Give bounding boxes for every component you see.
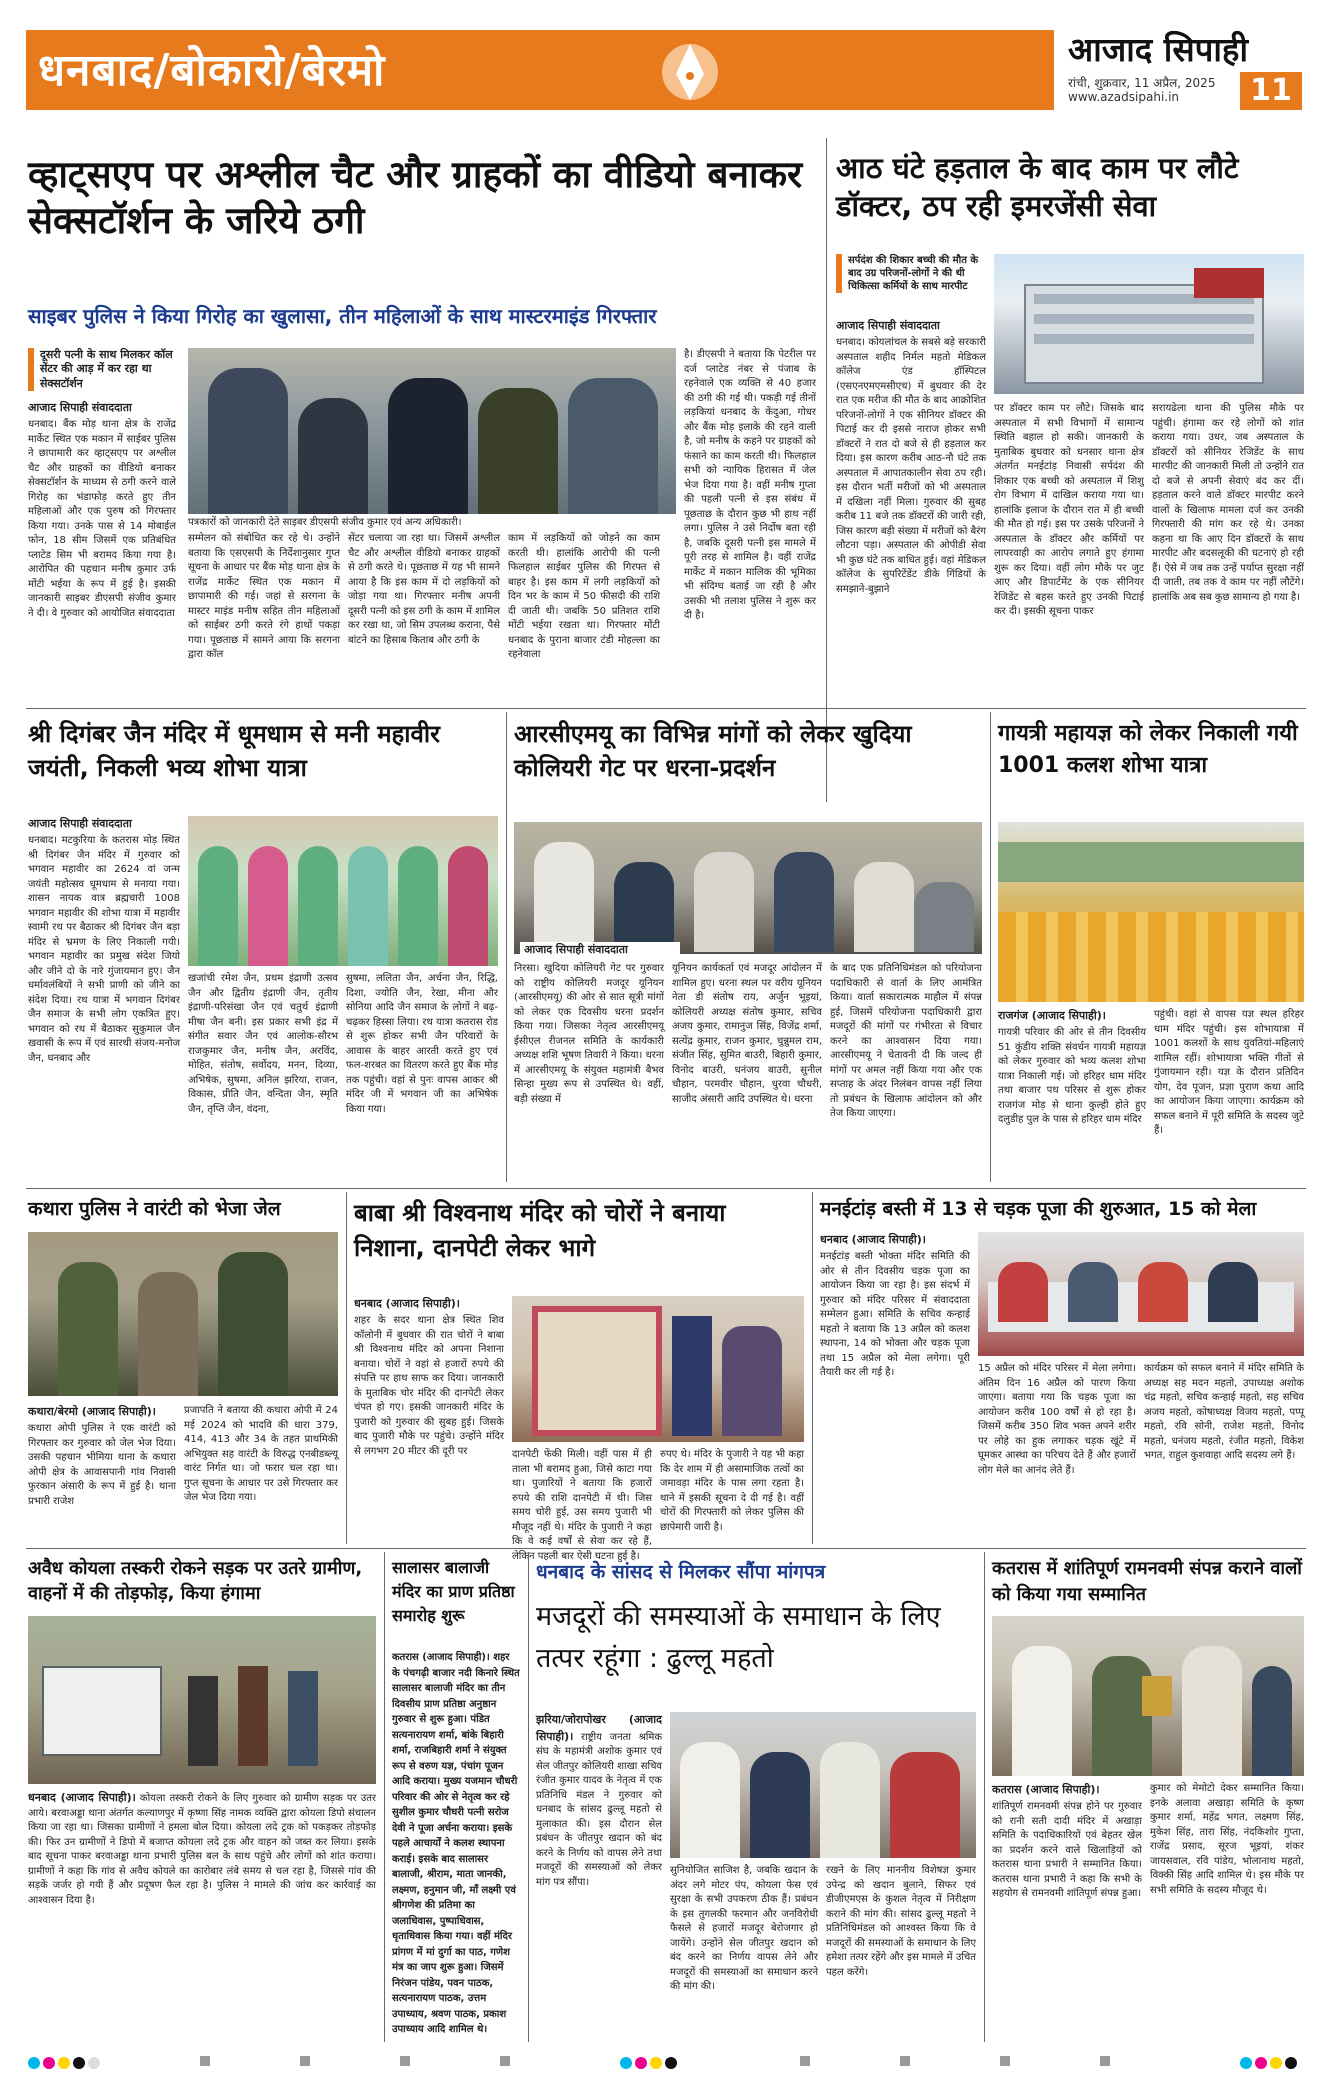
registration-square bbox=[1100, 2056, 1110, 2066]
mp-body-text: राष्ट्रीय जनता श्रमिक संघ के महामंत्री अशोक कुमार एवं सेल जीतपुर कोलियरी शाखा सचिव रंजीत कुमार यादव के नेतृत्व में एक प्रतिनिधि मंडल ने गुरुवार को धनबाद के सांसद ढुल्लू महतो से मुलाकात की। इस दौरान सेल प्रबंधन के जीतपुर खदान को बंद करने के निर्णय को वापस लेने तथा मजदूरों की समस्याओं को लेकर मांग पत्र सौंपा। bbox=[536, 1731, 663, 1888]
registration-square bbox=[300, 2056, 310, 2066]
column-rule bbox=[812, 1192, 813, 1544]
salasar-body: कतरास (आजाद सिपाही)। शहर के पंचगढ़ी बाजार नदी किनारे स्थित सालासर बालाजी मंदिर का तीन दिवसीय प्राण प्रतिष्ठा अनुष्ठान गुरुवार से शुरू हुआ। पंडित सत्यनारायण शर्मा, बांके बिहारी शर्मा, राजबिहारी शर्मा ने संयुक्त रूप से वरुण यज्ञ, पंचांग पूजन आदि कराया। मुख्य यजमान चौधरी परिवार की ओर से नेतृत्व कर रहे सुशील कुमार चौधरी पत्नी सरोज देवी ने पूजा अर्चना कराया। इसके पहले आचार्यों ने कलश स्थापना कराई। इसके बाद सालासर बालाजी, श्रीराम, माता जानकी, लक्ष्मण, हनुमान जी, माँ लक्ष्मी एवं श्रीगणेश की प्रतिमा का जलाधिवास, पुष्पाधिवास, धृताधिवास किया गया। वहीं मंदिर प्रांगण में मां दुर्गा का पाठ, गणेश मंत्र का जाप शुरू हुआ। जिसमें निरंजन पांडेय, पवन पाठक, सत्यनारायण पाठक, उत्तम उपाध्याय, श्रवण पाठक, प्रकाश उपाध्याय आदि शामिल थे। bbox=[392, 1652, 520, 2035]
temple-body-col3: रुपए थे। मंदिर के पुजारी ने यह भी कहा कि देर शाम में ही असामाजिक तत्वों का जमावड़ा मंदिर के पास लगा रहता है। थाने में इसकी सूचना दे दी गई है। वहीं चोरों की गिरफ्तारी को लेकर पुलिस की छापेमारी जारी है। bbox=[660, 1449, 804, 1533]
column-rule bbox=[826, 138, 827, 802]
mp-headline: मजदूरों की समस्याओं के समाधान के लिए तत्पर रहूंगा : ढुल्लू महतो bbox=[536, 1601, 941, 1674]
gayatri-photo bbox=[998, 822, 1304, 1002]
doctors-pull-quote: सर्पदंश की शिकार बच्ची की मौत के बाद उग्र परिजनों-लोगों ने की थी चिकित्सा कर्मियों के साथ मारपीट bbox=[836, 254, 986, 293]
gayatri-body-col1: गायत्री परिवार की ओर से तीन दिवसीय 51 कुंडीय शक्ति संवर्धन गायत्री महायज्ञ को लेकर गुरुवार को भव्य कलश शोभा यात्रा निकाली गई। जो हरिहर धाम मंदिर तथा बाजार पथ परिसर से शुरू होकर राजगंज मोड़ से थाना कुल्ही होते हुए दलुडीह पुल के पास से हरिहर धाम मंदिर bbox=[998, 1027, 1146, 1125]
jain-body-col1: धनबाद। मटकुरिया के कतरास मोड़ स्थित श्री दिगंबर जैन मंदिर में गुरुवार को भगवान महावीर का 2624 वां जन्म जयंती महोत्सव धूमधाम से मनाया गया। शासन नायक वात्र ब्रह्मचारी 1008 भगवान महावीर की शोभा यात्रा में महावीर स्वामी रथ पर बैठाकर श्री दिगंबर जैन बड़ा मंदिर से भ्रमण के लिए निकाली गयी। भगवान महावीर का प्रमुख संदेश जियो और जीने दो के नारे गुंजायमान हुए। जैन धर्मावलंबियों ने सभी प्राणी को जीने का संदेश दिया। रथ यात्रा में भगवान दिगंबर जैन समाज के सभी लोग एकत्रित हुए। भगवान को रथ में बैठाकर सुकुमाल जैन खवासी के रूप में एवं सारथी संजय-मनोज जैन, धनबाद और bbox=[28, 835, 180, 1064]
column-rule bbox=[990, 712, 991, 1182]
rcmu-photo bbox=[514, 822, 982, 954]
lead-credit: आजाद सिपाही संवाददाता bbox=[28, 401, 132, 414]
row-rule bbox=[26, 1188, 1306, 1189]
kathara-credit: कथारा/बेरमो (आजाद सिपाही)। bbox=[28, 1405, 156, 1418]
jain-body-col3: सुषमा, ललिता जैन, अर्चना जैन, रिद्धि, दिशा, ज्योति जैन, रेखा, मीना और सोनिया आदि जैन समाज के लोगों ने बढ़-चढ़कर हिस्सा लिया। रथ यात्रा कतरास रोड से शुरू होकर सभी जैन परिवारों के आवास के बाहर आरती करते हुए एवं फल-शरबत का वितरण करते हुए बैंक मोड़ तक पहुंची। वहां से पुनः वापस आकर श्री मंदिर जी में भगवान जी का अभिषेक किया गया। bbox=[346, 973, 498, 1115]
coal-photo bbox=[28, 1616, 376, 1784]
kathara-body-col2: प्रजापति ने बताया की कथारा ओपी में 24 मई 2024 को भादवि की धारा 379, 414, 413 और 34 के तहत प्राथमिकी अभियुक्त सह वारंटी के विरुद्ध एनबीडब्ल्यू वारंट निर्गत था। जो फरार चल रहा था। गुप्त सूचना के आधार पर उसे गिरफ्तार कर जेल भेज दिया गया। bbox=[184, 1405, 338, 1503]
gayatri-credit: राजगंज (आजाद सिपाही)। bbox=[998, 1009, 1106, 1022]
newspaper-name: आजाद सिपाही bbox=[1068, 30, 1248, 69]
column-rule bbox=[528, 1552, 529, 2042]
jain-headline: श्री दिगंबर जैन मंदिर में धूमधाम से मनी महावीर जयंती, निकली भव्य शोभा यात्रा bbox=[28, 720, 440, 782]
doctors-body-col2: पर डॉक्टर काम पर लौटे। जिसके बाद अस्पताल में सभी विभागों में सामान्य स्थिति बहाल हो सकी। जानकारी के मुताबिक बुधवार को धनसार थाना क्षेत्र अंतर्गत मनईटांड़ निवासी सर्पदंश की शिकार एक बच्ची को अस्पताल में शिशु रोग विभाग में दाखिल कराया गया था। हालांकि इलाज के दौरान रात में ही बच्ची की मौत हो गई। इस पर उसके परिजनों ने अस्पताल के डॉक्टर और कर्मियों पर लापरवाही का आरोप लगाते हुए हंगामा शुरू कर दिया। वहीं लोग मौके पर जुट आए और डिपार्टमेंट के एक सीनियर रेजिडेंट से बहस करते हुए उनकी पिटाई कर दी। इसकी सूचना पाकर bbox=[994, 403, 1144, 617]
lead-body-col3: सेंटर चलाया जा रहा था। जिसमें अश्लील चैट और अश्लील वीडियो बनाकर ग्राहकों से ठगी करते थे। पूछताछ में यह भी सामने आया है कि इस काम में दो लड़कियों को जोड़ा गया था। गिरफ्तार मनीष अपनी दूसरी पत्नी को इस ठगी के काम में शामिल कर रखा था, जो सिम उपलब्ध कराना, पैसे बांटने का हिसाब किताब और ठगी के bbox=[348, 533, 500, 646]
doctors-body-col3: सरायढेला थाना की पुलिस मौके पर पहुंची। हंगामा कर रहे लोगों को शांत कराया गया। उधर, जब अस्पताल के डॉक्टरों को सीनियर रेजिडेंट के साथ मारपीट की जानकारी मिली तो उन्होंने रात दो बजे से अपनी सेवाएं बंद कर दीं। हड़ताल करने वाले डॉक्टर मारपीट करने वालों के खिलाफ मामला दर्ज कर उनकी गिरफ्तारी की मांग कर रहे थे। उनका कहना था कि आए दिन डॉक्टरों के साथ मारपीट और बदसलूकी की घटनाएं हो रही हैं। ऐसे में जब तक उन्हें पर्याप्त सुरक्षा नहीं दी जाती, तब तक वे काम पर नहीं लौटेंगे। हालांकि अब सब कुछ सामान्य हो गया है। bbox=[1152, 403, 1304, 603]
jain-credit: आजाद सिपाही संवाददाता bbox=[28, 817, 132, 830]
manaitand-body-col2: 15 अप्रैल को मंदिर परिसर में मेला लगेगा। अंतिम दिन 16 अप्रैल को पारण किया जाएगा। बताया गया कि चड़क पूजा का आयोजन करीब 100 वर्षों से हो रहा है। जिसमें करीब 350 शिव भक्त अपने शरीर पर लोहे का हुक लगाकर चड़क खूंटे में घूमकर आस्था का परिचय देते हैं और हजारों लोग मेले का आनंद लेते हैं। bbox=[978, 1363, 1136, 1476]
doctors-body-col1: धनबाद। कोयलांचल के सबसे बड़े सरकारी अस्पताल शहीद निर्मल महतो मेडिकल कॉलेज एंड हॉस्पिटल (एसएनएमएमसीएच) में बुधवार की देर रात एक मरीज की मौत के बाद आक्रोशित परिजनों-लोगों ने एक सीनियर डॉक्टर की पिटाई कर दी इससे नाराज होकर सभी डॉक्टरों ने रात दो बजे से ही हड़ताल कर दिया। इस कारण करीब आठ-नौ घंटे तक अस्पताल में आपातकालीन सेवा ठप रही। इस दौरान भर्ती मरीजों को भी अस्पताल में दखिला नहीं मिला। गुरुवार की सुबह करीब 11 बजे तक डॉक्टरों की जारी रही, जिस कारण बड़ी संख्या में मरीजों को बैरंग लौटना पड़ा। अस्पताल की ओपीडी सेवा भी कुछ घंटे तक बाधित हुई। वहां मेडिकल कॉलेज के सुपरिटेंडेंट डीके गिंडियों के समझाने-बुझाने bbox=[836, 337, 986, 595]
color-registration-marks bbox=[1240, 2054, 1300, 2068]
color-registration-marks bbox=[620, 2054, 680, 2068]
rcmu-body-col1: निरसा। खुदिया कोलियरी गेट पर गुरुवार को राष्ट्रीय कोलियरी मजदूर यूनियन (आरसीएमयू) की ओर से सात सूत्री मांगों को लेकर एक दिवसीय धरना प्रदर्शन किया गया। जिसका नेतृत्व आरसीएमयू ईसीएल रीजनल समिति के कार्यकारी अध्यक्ष शशि भूषण तिवारी ने किया। धरना में आरसीएमयू के संयुक्त महामंत्री बैभव सिन्हा मुख्य रूप से उपस्थित थे। वहीं, बड़ी संख्या में bbox=[514, 963, 664, 1105]
temple-headline: बाबा श्री विश्वनाथ मंदिर को चोरों ने बनाया निशाना, दानपेटी लेकर भागे bbox=[354, 1199, 726, 1262]
salasar-headline: सालासर बालाजी मंदिर का प्राण प्रतिष्ठा समारोह शुरू bbox=[392, 1558, 515, 1625]
mp-body-col2: सुनियोजित साजिश है, जबकि खदान के अंदर लगे मोटर पंप, कोयला फेस एवं सुरक्षा के सभी उपकरण ठीक हैं। प्रबंधन के इस तुगलकी फरमान और जनविरोधी फैसले से हजारों मजदूर बेरोजगार हो जायेंगे। उन्होंने सेल जीतपुर खदान को बंद करने का निर्णय वापस लेने और मजदूरों की समस्याओं का समाधान करने की मांग की। bbox=[670, 1865, 818, 1992]
registration-square bbox=[1000, 2056, 1010, 2066]
lead-headline: व्हाट्सएप पर अश्लील चैट और ग्राहकों का वीडियो बनाकर सेक्सटॉर्शन के जरिये ठगी bbox=[28, 153, 803, 243]
lead-photo bbox=[188, 348, 676, 526]
column-rule bbox=[984, 1552, 985, 2042]
rcmu-body-col3: के बाद एक प्रतिनिधिमंडल को परियोजना पदाधिकारी से वार्ता के लिए आमंत्रित किया। वार्ता सकारात्मक माहौल में संपन्न हुई, जिसमें परियोजना पदाधिकारी द्वारा मजदूरों की मांगों पर गंभीरता से विचार करने का आश्वासन दिया गया। आरसीएमयू ने चेतावनी दी कि जल्द ही मांगों पर अमल नहीं किया गया और एक सप्ताह के अंदर निलंबन वापस नहीं लिया तो प्रबंधन के खिलाफ आंदोलन को और तेज किया जाएगा। bbox=[830, 963, 982, 1119]
coal-credit: धनबाद (आजाद सिपाही)। bbox=[28, 1791, 136, 1804]
lead-body-col2: सम्मेलन को संबोधित कर रहे थे। उन्होंने बताया कि एसएसपी के निर्देशानुसार गुप्त सूचना के आधार पर बैंक मोड़ थाना क्षेत्र के राजेंद्र मार्केट स्थित एक मकान में छापामारी की गई। जहां से सरगना के मास्टर माइंड मनीष सहित तीन महिलाओं को साईबर ठगी करते रंगे हाथों पकड़ा गया। पूछताछ में सामने आया कि सरगना द्वारा कॉल bbox=[188, 533, 340, 660]
kathara-photo bbox=[28, 1232, 338, 1396]
row-rule bbox=[26, 708, 1306, 709]
gayatri-body-col2: पहुंची। वहां से वापस यज्ञ स्थल हरिहर धाम मंदिर पहुंची। इस शोभायात्रा में 1001 कलशों के साथ युवतियां-महिलाएं शामिल रहीं। शोभायात्रा भक्ति गीतों से गुंजायमान रही। यज्ञ के दौरान प्रतिदिन योग, देव पूजन, प्रज्ञा पुराण कथा आदि का आयोजन किया जाएगा। कार्यक्रम को सफल बनाने में पूरी समिति के सदस्य जुटे हैं। bbox=[1154, 1009, 1304, 1136]
coal-headline: अवैध कोयला तस्करी रोकने सड़क पर उतरे ग्रामीण, वाहनों में की तोड़फोड़, किया हंगामा bbox=[28, 1558, 363, 1605]
jain-photo bbox=[188, 816, 498, 966]
manaitand-photo bbox=[978, 1232, 1304, 1356]
gayatri-headline: गायत्री महायज्ञ को लेकर निकाली गयी 1001 कलश शोभा यात्रा bbox=[998, 721, 1298, 778]
website-link[interactable]: www.azadsipahi.in bbox=[1068, 90, 1180, 104]
temple-credit: धनबाद (आजाद सिपाही)। bbox=[354, 1297, 460, 1310]
registration-square bbox=[500, 2056, 510, 2066]
registration-square bbox=[800, 2056, 810, 2066]
row-rule bbox=[26, 1548, 1306, 1549]
mp-body-col3: रखने के लिए माननीय विशेषज्ञ कुमार उपेन्द्र को खदान बुलाने, सिफर एवं डीजीएमएस के कुशल नेतृत्व में निरीक्षण कराने की मांग की। सांसद ढुल्लू महतो ने प्रतिनिधिमंडल को आश्वस्त किया कि वे मजदूरों की समस्याओं के समाधान के लिए हमेशा तत्पर रहेंगे और इस मामले में उचित पहल करेंगे। bbox=[826, 1865, 976, 1978]
doctors-credit: आजाद सिपाही संवाददाता bbox=[836, 319, 940, 332]
pen-nib-icon bbox=[640, 30, 740, 110]
mp-credit: झरिया/जोरापोखर (आजाद सिपाही)। bbox=[536, 1713, 662, 1743]
ramnavami-credit: कतरास (आजाद सिपाही)। bbox=[992, 1783, 1100, 1796]
manaitand-headline: मनईटांड़ बस्ती में 13 से चड़क पूजा की शुरुआत, 15 को मेला bbox=[820, 1198, 1257, 1220]
registration-square bbox=[900, 2056, 910, 2066]
temple-body-col1: शहर के सदर थाना क्षेत्र स्थित शिव कॉलोनी में बुधवार की रात चोरों ने बाबा श्री विश्वनाथ मंदिर को अपना निशाना बनाया। चोरों ने वहां से हजारों रुपये की संपत्ति पर हाथ साफ कर दिया। जानकारी के मुताबिक चोर मंदिर की दानपेटी लेकर चंपत हो गए। इसकी जानकारी मंदिर के पुजारी को गुरुवार की सुबह हुई। जिसके बाद पुजारी मौके पर पहुंचे। उन्होंने मंदिर से लगभग 20 मीटर की दूरी पर bbox=[354, 1315, 504, 1457]
temple-body-col2: दानपेटी फेंकी मिली। वहीं पास में ही ताला भी बरामद हुआ, जिसे काटा गया था। पुजारियों ने बताया कि हजारों रुपये की राशि दानपेटी में थी। जिस समय चोरी हुई, उस समय पुजारी भी मौजूद नहीं थे। मंदिर के पुजारी ने कहा कि वे कई वर्षों से सेवा कर रहे हैं, लेकिन पहली बार ऐसी घटना हुई है। bbox=[512, 1449, 652, 1562]
coal-body-text: कोयला तस्करी रोकने के लिए गुरुवार को ग्रामीण सड़क पर उतर आये। बरवाअड्डा थाना अंतर्गत कल्याणपुर में कृष्णा सिंह नामक व्यक्ति द्वारा कोयला डिपो संचालन किया जा रहा था। जिसका ग्रामीणों ने हमला बोल दिया। कोयला लदे ट्रक को पकड़कर तोड़फोड़ की। फिर उन ग्रामीणों ने डिपो में बजाप्त कोयला लदे ट्रक और वाहन को जब्त कर लिया। इसके बाद सूचना पाकर बरवाअड्डा थाना प्रभारी पुलिस बल के साथ पहुंचे और लोगों को शांत कराया। ग्रामीणों ने कहा कि गांव से अवैध कोयले का कारोबार लंबे समय से चल रहा है, जिससे गांव की सड़कें जर्जर हो गयी हैं और प्रदूषण फैल रहा है। पुलिस ने मामले की जांच कर कार्रवाई का आश्वासन दिया है। bbox=[28, 1793, 376, 1906]
column-rule bbox=[506, 712, 507, 1182]
temple-photo bbox=[512, 1296, 804, 1442]
column-rule bbox=[346, 1192, 347, 1544]
doctors-headline: आठ घंटे हड़ताल के बाद काम पर लौटे डॉक्टर, ठप रही इमरजेंसी सेवा bbox=[836, 151, 1239, 223]
mp-body-col1 bbox=[536, 1712, 662, 2042]
dateline: रांची, शुक्रवार, 11 अप्रैल, 2025 bbox=[1068, 76, 1216, 90]
hospital-photo bbox=[994, 254, 1304, 394]
manaitand-credit: धनबाद (आजाद सिपाही)। bbox=[820, 1233, 926, 1246]
registration-square bbox=[200, 2056, 210, 2066]
column-rule bbox=[384, 1552, 385, 2042]
rcmu-headline: आरसीएमयू का विभिन्न मांगों को लेकर खुदिया कोलियरी गेट पर धरना-प्रदर्शन bbox=[514, 720, 912, 782]
lead-photo-caption: पत्रकारों को जानकारी देते साइबर डीएसपी संजीव कुमार एवं अन्य अधिकारी। bbox=[188, 514, 676, 528]
manaitand-body-col1: मनईटांड़ बस्ती भोक्ता मंदिर समिति की ओर से तीन दिवसीय चड़क पूजा का आयोजन किया जा रहा है। इस संदर्भ में गुरुवार को मंदिर परिसर में संवाददाता सम्मेलन हुआ। समिति के सचिव कन्हाई महतो ने बताया कि 13 अप्रैल को कलश स्थापना, 14 को भोक्ता और चड़क पूजा तथा 15 अप्रैल को मेला लगेगा। पूरी तैयारी कर ली गई है। bbox=[820, 1251, 970, 1378]
ramnavami-headline: कतरास में शांतिपूर्ण रामनवमी संपन्न कराने वालों को किया गया सम्मानित bbox=[992, 1558, 1302, 1606]
lead-subhead: साइबर पुलिस ने किया गिरोह का खुलासा, तीन महिलाओं के साथ मास्टरमाइंड गिरफ्तार bbox=[28, 304, 657, 328]
rcmu-body-col2: यूनियन कार्यकर्ता एवं मजदूर आंदोलन में शामिल हुए। धरना स्थल पर वरीय यूनियन नेता डी संतोष राय, अर्जुन भूइयां, कोलियरी अध्यक्ष संतोष कुमार, सचिव अजय कुमार, रामानुज सिंह, विजेंद्र शर्मा, सत्येंद्र कुमार, राजन कुमार, चुन्नुमल राम, संजीत सिंह, सुमित बाउरी, बिहारी कुमार, विनोद बाउरी, धनंजय बाउरी, सुनील चौहान, परमवीर चौहान, धुरवा चौधरी, साजीद अंसारी आदि उपस्थित थे। धरना bbox=[672, 963, 822, 1105]
ramnavami-body-col2: कुमार को मेमोटो देकर सम्मानित किया। इनके अलावा अखाड़ा समिति के कृष्ण कुमार शर्मा, महेंद्र भगत, लक्ष्मण सिंह, मुकेश सिंह, तारा सिंह, नंदकिशोर गुप्ता, राजेंद्र प्रसाद, सूरज भूइयां, शंकर जायसवाल, रवि पांडेय, भोलानाथ महतो, विक्की सिंह आदि शामिल थे। इस मौके पर सभी समिति के सदस्य मौजूद थे। bbox=[1150, 1783, 1304, 1896]
coal-body bbox=[28, 1790, 376, 2040]
jain-body-col2: खजांची रमेश जैन, प्रथम इंद्राणी उत्सव जैन और द्वितीय इंद्राणी जैन, तृतीय इंद्राणी-परिसंखा जैन एवं चतुर्थ इंद्राणी मीषा जैन बनी। इस प्रकार सभी इंद्र में संगीत सवार जैन एवं आलोक-सौरभ राजकुमार जैन, मनीष जैन, अरविंद, मोहित, संतोष, सर्वोदय, मनन, दिव्या, अभिषेक, सुषमा, अनिल झरिया, राजन, विकास, प्रीति जैन, वन्दिता जैन, स्मृति जैन, तृप्ति जैन, वंदना, bbox=[188, 973, 338, 1115]
section-title: धनबाद/बोकारो/बेरमो bbox=[38, 45, 386, 96]
lead-body-col4: काम में लड़कियों को जोड़ने का काम करती थी। हालांकि आरोपी की पत्नी फिलहाल साईबर पुलिस की गिरफ्त से बाहर है। इस काम में लगी लड़कियों को दिन भर के काम में 50 फीसदी की राशि दी जाती थी। जबकि 50 प्रतिशत राशि मोंटी भईया रखता था। गिरफ्तार मोंटी धनबाद के पुराना बाजार टंडी मोहल्ला का रहनेवाला bbox=[508, 533, 660, 660]
lead-pull-quote: दूसरी पत्नी के साथ मिलकर कॉल सेंटर की आड़ में कर रहा था सेक्सटॉर्शन bbox=[28, 348, 178, 391]
ramnavami-body-col1: शांतिपूर्ण रामनवमी संपन्न होने पर गुरुवार को रानी सती दादी मंदिर में अखाड़ा समिति के पदाधिकारियों एवं बेहतर खेल का प्रदर्शन करने वाले खिलाड़ियों को कतरास थाना प्रभारी ने सम्मानित किया। कतरास थाना प्रभारी ने कहा कि सभी के सहयोग से रामनवमी शांतिपूर्ण संपन्न हुआ। bbox=[992, 1801, 1142, 1899]
mp-photo bbox=[670, 1712, 976, 1858]
ramnavami-photo bbox=[992, 1616, 1304, 1776]
color-registration-marks bbox=[28, 2054, 103, 2068]
page-number: 11 bbox=[1240, 72, 1302, 110]
mp-kicker: धनबाद के सांसद से मिलकर सौंपा मांगपत्र bbox=[536, 1561, 826, 1583]
registration-square bbox=[400, 2056, 410, 2066]
kathara-body-col1: कथारा ओपी पुलिस ने एक वारंटी को गिरफ्तार कर गुरुवार को जेल भेज दिया। उसकी पहचान भीमिया थाना के कथारा ओपी क्षेत्र के आवासपानी गांव निवासी फुरकान अंसारी के रूप में हुई है। थाना प्रभारी राजेश bbox=[28, 1423, 176, 1507]
kathara-headline: कथारा पुलिस ने वारंटी को भेजा जेल bbox=[28, 1198, 281, 1220]
manaitand-body-col3: कार्यक्रम को सफल बनाने में मंदिर समिति के अध्यक्ष सह मदन महतो, उपाध्यक्ष अशोक चंद्र महतो, सचिव कन्हाई महतो, सह सचिव अजय महतो, कोषाध्यक्ष विजय महतो, पप्पू महतो, रवि सोनी, राजेश महतो, विनोद महतो, धनंजय महतो, रंजीत महतो, विकेश भगत, राहुल कुशवाहा आदि सदस्य लगे हैं। bbox=[1144, 1363, 1304, 1461]
rcmu-credit: आजाद सिपाही संवाददाता bbox=[520, 942, 680, 957]
lead-body-col1: धनबाद। बैंक मोड़ थाना क्षेत्र के राजेंद्र मार्केट स्थित एक मकान में साईबर पुलिस ने छापामारी कर व्हाट्सएप पर अश्लील चैट और ग्राहकों का वीडियो बनाकर सेक्सटॉर्शन के माध्यम से ठगी करने वाले गिरोह का भंडाफोड़ करते हुए तीन महिलाओं और एक पुरुष को गिरफ्तार किया गया। उनके पास से 14 मोबाईल फोन, 18 सीम जिसमें एक प्रतिबंधित प्लाटेड सिम भी बरामद किया गया है। आरोपित की पहचान मनीष कुमार उर्फ मोंटी भईया के रूप में हुई है। इसकी जानकारी साइबर डीएसपी संजीव कुमार ने दी। वे गुरुवार को आयोजित संवाददाता bbox=[28, 419, 176, 619]
lead-body-col5a: है। डीएसपी ने बताया कि पेटरील पर दर्ज प्लाटेड नंबर से पंजाब के रहनेवाले एक व्यक्ति से 40 हजार की ठगी की गई थी। पकड़ी गई तीनों लड़कियां धनबाद के केंदुआ, गोधर और बैंक मोड़ इलाके की रहने वाली है, जो मनीष के कहने पर ग्राहकों को फंसाने का काम करती थी। फिलहाल सभी को न्यायिक हिरासत में जेल भेज दिया गया है। वहीं मनीष गुप्ता की पहली पत्नी से इस संबंध में पूछताछ के दौरान कुछ भी हाथ नहीं लगा। पुलिस ने उसे निर्दोष बता रही है, जबकि दूसरी पत्नी इस मामले में पूरी तरह से शामिल है। वहीं राजेंद्र मार्केट में मकान मालिक की भूमिका भी संदिग्ध बताई जा रही है और उसकी भी तलाश पुलिस ने शुरू कर दी है। bbox=[684, 349, 816, 621]
